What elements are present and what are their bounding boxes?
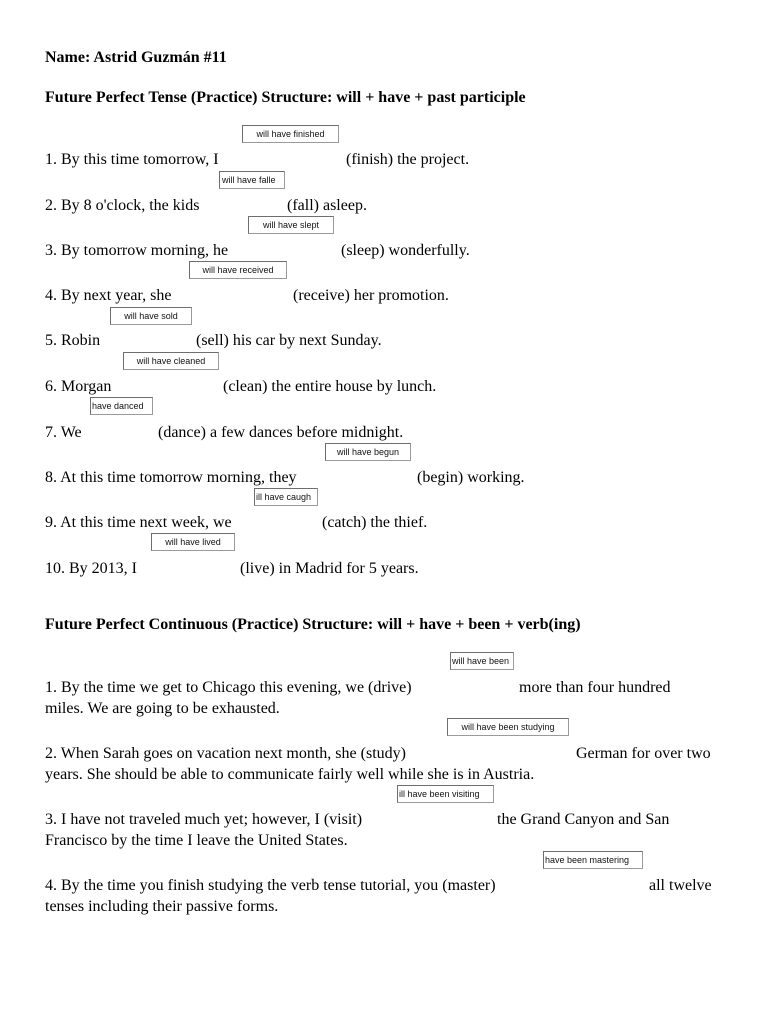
s1-item-9-before: 9. At this time next week, we xyxy=(45,514,232,531)
s1-item-10-answer-field[interactable]: will have lived xyxy=(151,533,235,551)
s2-item-3-after: the Grand Canyon and San xyxy=(497,811,670,828)
s1-item-3-after: (sleep) wonderfully. xyxy=(341,242,470,259)
s2-item-4-line2: tenses including their passive forms. xyxy=(45,898,279,915)
student-name: Name: Astrid Guzmán #11 xyxy=(45,49,227,66)
s1-item-10-after: (live) in Madrid for 5 years. xyxy=(240,560,419,577)
s2-item-2-after: German for over two xyxy=(576,745,711,762)
s2-item-1-before: 1. By the time we get to Chicago this evening, we (drive) xyxy=(45,679,412,696)
s1-item-8-answer-field[interactable]: will have begun xyxy=(325,443,411,461)
s1-item-2-after: (fall) asleep. xyxy=(287,197,367,214)
s1-item-6-before: 6. Morgan xyxy=(45,378,112,395)
s1-item-6-after: (clean) the entire house by lunch. xyxy=(223,378,437,395)
s2-item-1-after: more than four hundred xyxy=(519,679,671,696)
s1-item-5-after: (sell) his car by next Sunday. xyxy=(196,332,382,349)
s1-item-6-answer-field[interactable]: will have cleaned xyxy=(123,352,219,370)
s1-item-1-answer-field[interactable]: will have finished xyxy=(242,125,339,143)
s1-item-8-after: (begin) working. xyxy=(417,469,525,486)
s2-item-2-before: 2. When Sarah goes on vacation next month, she (study) xyxy=(45,745,406,762)
s1-item-9-after: (catch) the thief. xyxy=(322,514,428,531)
s1-item-2-before: 2. By 8 o'clock, the kids xyxy=(45,197,200,214)
s2-item-1-line2: miles. We are going to be exhausted. xyxy=(45,700,280,717)
s1-item-7-after: (dance) a few dances before midnight. xyxy=(158,424,404,441)
s1-item-4-answer-field[interactable]: will have received xyxy=(189,261,287,279)
s2-item-3-answer-field[interactable]: ill have been visiting xyxy=(397,785,494,803)
s2-item-3-line2: Francisco by the time I leave the United States. xyxy=(45,832,348,849)
s2-item-4-answer-field[interactable]: have been mastering xyxy=(543,851,643,869)
s1-item-5-before: 5. Robin xyxy=(45,332,101,349)
s1-item-2-answer-field[interactable]: will have falle xyxy=(219,171,285,189)
s1-item-9-answer-field[interactable]: ill have caugh xyxy=(254,488,318,506)
s1-item-4-after: (receive) her promotion. xyxy=(293,287,449,304)
s2-item-4-before: 4. By the time you finish studying the verb tense tutorial, you (master) xyxy=(45,877,496,894)
s1-item-3-answer-field[interactable]: will have slept xyxy=(248,216,334,234)
s1-item-4-before: 4. By next year, she xyxy=(45,287,172,304)
s1-item-7-answer-field[interactable]: have danced xyxy=(90,397,153,415)
s1-item-3-before: 3. By tomorrow morning, he xyxy=(45,242,229,259)
s1-item-5-answer-field[interactable]: will have sold xyxy=(110,307,192,325)
s2-item-4-after: all twelve xyxy=(649,877,712,894)
s2-item-2-line2: years. She should be able to communicate fairly well while she is in Austria. xyxy=(45,766,535,783)
section1-heading: Future Perfect Tense (Practice) Structure: will + have + past participle xyxy=(45,89,526,106)
section2-heading: Future Perfect Continuous (Practice) Structure: will + have + been + verb(ing) xyxy=(45,616,581,633)
s1-item-8-before: 8. At this time tomorrow morning, they xyxy=(45,469,297,486)
s2-item-3-before: 3. I have not traveled much yet; however, I (visit) xyxy=(45,811,363,828)
s1-item-7-before: 7. We xyxy=(45,424,82,441)
s1-item-10-before: 10. By 2013, I xyxy=(45,560,137,577)
s2-item-2-answer-field[interactable]: will have been studying xyxy=(447,718,569,736)
s2-item-1-answer-field[interactable]: will have been xyxy=(450,652,514,670)
s1-item-1-before: 1. By this time tomorrow, I xyxy=(45,151,219,168)
s1-item-1-after: (finish) the project. xyxy=(346,151,470,168)
